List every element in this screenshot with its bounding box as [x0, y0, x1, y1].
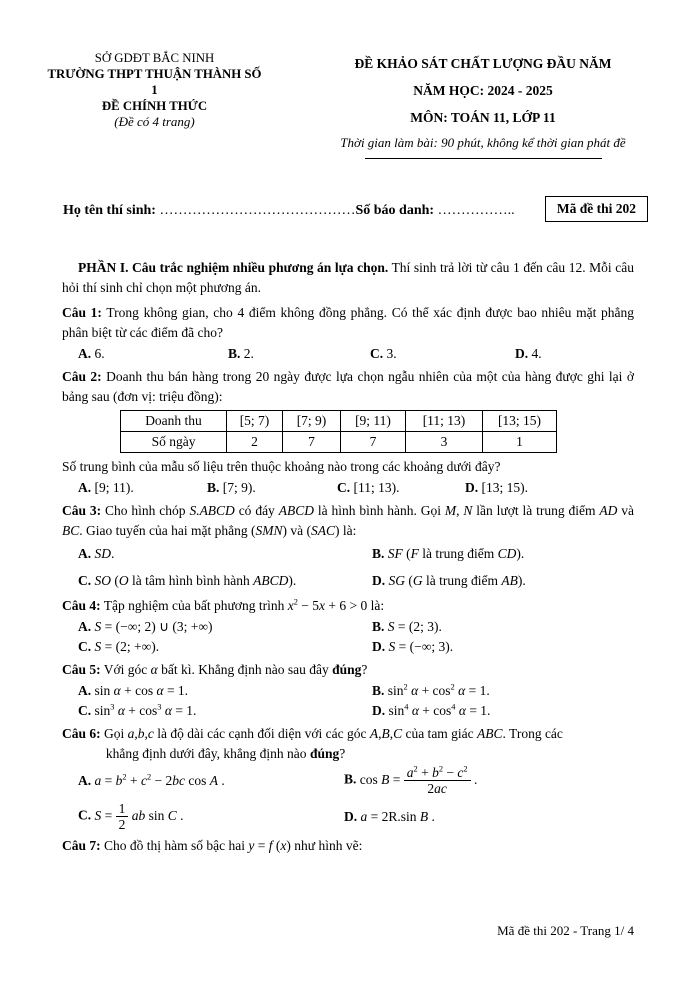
option-value: SD. [94, 546, 115, 561]
question-body: Cho đồ thị hàm số bậc hai y = f (x) như hình vẽ: [104, 838, 363, 854]
option-letter: D. [372, 573, 386, 588]
question-text [62, 501, 634, 541]
subject-line: MÔN: TOÁN 11, LỚP 11 [410, 110, 556, 125]
option-letter: B. [372, 546, 385, 561]
option-D [372, 637, 634, 657]
option-letter: A. [78, 683, 92, 698]
option-C [78, 637, 372, 657]
option-letter: D. [515, 346, 529, 361]
option-A [78, 478, 207, 498]
option-B [372, 681, 634, 701]
option-C [78, 701, 372, 721]
option-D [465, 478, 634, 498]
question-label: Câu 3: [62, 503, 102, 518]
option-letter: C. [370, 346, 384, 361]
option-value: S = (−∞; 2) ∪ (3; +∞) [94, 619, 213, 634]
question-text [62, 367, 634, 407]
table-cell: 7 [283, 432, 341, 453]
question-label: Câu 2: [62, 369, 102, 384]
option-value: 4. [531, 346, 542, 361]
option-value: 3. [386, 346, 397, 361]
option-letter: A. [78, 619, 92, 634]
option-value: S = $\frac{1}{2}$ ab sin C . [94, 801, 184, 833]
school-name: TRƯỜNG THPT THUẬN THÀNH SỐ 1 [47, 67, 262, 97]
student-id-blank[interactable]: …………….. [437, 203, 515, 218]
student-info-row [63, 201, 533, 221]
part1-intro [62, 258, 634, 298]
option-letter: B. [344, 771, 357, 787]
student-id-label: Số báo danh: [355, 203, 435, 218]
option-B [372, 617, 634, 637]
option-value: a = 2R.sin B . [360, 808, 435, 824]
option-value: $\sin^4 \alpha + \cos^4 \alpha = 1$. [388, 702, 491, 718]
question-subtext [62, 457, 634, 477]
options-grid [62, 344, 634, 364]
table-row [121, 432, 557, 453]
table-cell: 1 [483, 432, 557, 453]
option-B [207, 478, 337, 498]
question-body: Cho hình chóp S.ABCD có đáy ABCD là hình bình hành. Gọi M, N lần lượt là trung điểm AD và BC. Giao tuyến của hai mặt phẳng (SMN) và (SAC) là: [62, 503, 635, 538]
option-letter: D. [465, 480, 479, 495]
option-letter: C. [78, 807, 92, 823]
option-value: $a = b^2 + c^2 - 2bc$ cos A . [94, 772, 225, 788]
option-letter: D. [372, 703, 386, 718]
option-A [78, 544, 372, 564]
question-body: Tập nghiệm của bất phương trình $x^2 - 5x + 6 > 0$ là: [103, 597, 385, 613]
option-B [228, 344, 370, 364]
question-body: Gọi a,b,c là độ dài các cạnh đối diện với các góc A,B,C của tam giác ABC. Trong các khẳng định dưới đây, khẳng định nào đúng? [62, 726, 563, 761]
question-label: Câu 1: [62, 305, 102, 320]
option-letter: B. [372, 619, 385, 634]
option-letter: C. [78, 573, 92, 588]
option-A [78, 771, 344, 791]
option-letter: A. [78, 480, 92, 495]
school-header-block [47, 50, 262, 130]
question-1 [62, 303, 634, 364]
option-value: [13; 15). [481, 480, 528, 495]
option-letter: B. [372, 683, 385, 698]
part1-desc: Thí sinh trả lời từ câu 1 đến câu 12. Mỗi câu hỏi thí sinh chỉ chọn một phương án. [62, 260, 634, 295]
table-cell: [7; 9) [283, 411, 341, 432]
student-name-blank[interactable]: …………………………………… [159, 203, 356, 218]
option-C [78, 571, 372, 591]
option-A [78, 617, 372, 637]
question-text [62, 724, 634, 764]
question-label: Câu 4: [62, 598, 101, 613]
question-subtext-body: Số trung bình của mẫu số liệu trên thuộc khoảng nào trong các khoảng dưới đây? [62, 459, 501, 474]
header-divider [365, 158, 602, 159]
options-grid [62, 544, 634, 591]
option-D [372, 701, 634, 721]
option-value: S = (−∞; 3). [388, 639, 454, 654]
question-text [62, 836, 634, 856]
question-label: Câu 7: [62, 838, 101, 854]
option-letter: D. [344, 808, 358, 824]
option-letter: B. [228, 346, 241, 361]
options-grid [62, 681, 634, 721]
page-footer: Mã đề thi 202 - Trang 1/ 4 [497, 923, 634, 938]
question-body: Doanh thu bán hàng trong 20 ngày được lựa chọn ngẫu nhiên của một của hàng được ghi lại ở bảng sau (đơn vị: triệu đồng): [62, 369, 634, 404]
option-letter: A. [78, 772, 92, 788]
question-text [62, 596, 634, 616]
table-cell: [13; 15) [483, 411, 557, 432]
option-D [344, 807, 634, 827]
option-C [337, 478, 465, 498]
option-D [515, 344, 634, 364]
options-grid [62, 765, 634, 832]
department-name: SỞ GDĐT BẮC NINH [94, 51, 215, 65]
official-exam-label: ĐỀ CHÍNH THỨC [101, 99, 208, 113]
exam-title: ĐỀ KHẢO SÁT CHẤT LƯỢNG ĐẦU NĂM [354, 56, 612, 71]
option-letter: A. [78, 346, 92, 361]
question-body: Với góc α bất kì. Khẳng định nào sau đây đúng? [103, 662, 368, 677]
option-value: [9; 11). [94, 480, 134, 495]
school-year: NĂM HỌC: 2024 - 2025 [413, 83, 553, 98]
option-letter: C. [78, 639, 92, 654]
option-B [372, 544, 634, 564]
question-label: Câu 6: [62, 726, 101, 741]
duration-line: Thời gian làm bài: 90 phút, không kể thời gian phát đề [340, 135, 626, 150]
option-value: SF (F là trung điểm CD). [387, 546, 525, 561]
table-cell: 7 [341, 432, 406, 453]
question-5 [62, 660, 634, 721]
student-name-label: Họ tên thí sinh: [63, 203, 156, 218]
option-value: [11; 13). [353, 480, 400, 495]
question-4 [62, 596, 634, 657]
options-grid [62, 617, 634, 657]
option-value: 6. [94, 346, 105, 361]
option-C [78, 801, 344, 832]
question-body: Trong không gian, cho 4 điểm không đồng phẳng. Có thể xác định được bao nhiêu mặt phẳng phân biệt từ các điểm đã cho? [62, 305, 634, 340]
question-7 [62, 836, 634, 856]
option-value: cos B = $\frac{a^2 + b^2 - c^2}{2ac}$ . [359, 764, 478, 797]
questions-list [62, 303, 634, 856]
option-D [372, 571, 634, 591]
table-cell: [5; 7) [227, 411, 283, 432]
option-value: S = (2; +∞). [94, 639, 160, 654]
pages-note: (Đề có 4 trang) [114, 114, 195, 129]
option-letter: D. [372, 639, 386, 654]
options-grid [62, 478, 634, 498]
option-value: SO (O là tâm hình bình hành ABCD). [94, 573, 297, 588]
option-value: [7; 9). [222, 480, 256, 495]
question-6 [62, 724, 634, 832]
question-2 [62, 367, 634, 498]
table-cell: [11; 13) [406, 411, 483, 432]
exam-title-block [322, 50, 644, 159]
option-value: sin α + cos α = 1. [94, 683, 189, 698]
table-cell: Số ngày [121, 432, 227, 453]
option-letter: C. [337, 480, 351, 495]
table-cell: [9; 11) [341, 411, 406, 432]
option-letter: A. [78, 546, 92, 561]
option-letter: C. [78, 703, 92, 718]
option-value: $\sin^3 \alpha + \cos^3 \alpha = 1$. [94, 702, 197, 718]
option-value: $\sin^2 \alpha + \cos^2 \alpha = 1$. [387, 682, 490, 698]
question-text [62, 660, 634, 680]
option-value: SG (G là trung điểm AB). [388, 573, 526, 588]
option-A [78, 344, 228, 364]
option-value: 2. [243, 346, 254, 361]
option-value: S = (2; 3). [387, 619, 442, 634]
question-text [62, 303, 634, 343]
option-C [370, 344, 515, 364]
table-cell: 2 [227, 432, 283, 453]
table-row [121, 411, 557, 432]
part1-title: PHẦN I. Câu trắc nghiệm nhiều phương án lựa chọn. [78, 260, 389, 275]
option-letter: B. [207, 480, 220, 495]
table-cell: Doanh thu [121, 411, 227, 432]
question-3 [62, 501, 634, 591]
option-A [78, 681, 372, 701]
frequency-table [120, 410, 557, 453]
option-B [344, 765, 634, 796]
questions-area [62, 258, 634, 858]
table-cell: 3 [406, 432, 483, 453]
question-label: Câu 5: [62, 662, 101, 677]
exam-code-box: Mã đề thi 202 [545, 196, 648, 222]
